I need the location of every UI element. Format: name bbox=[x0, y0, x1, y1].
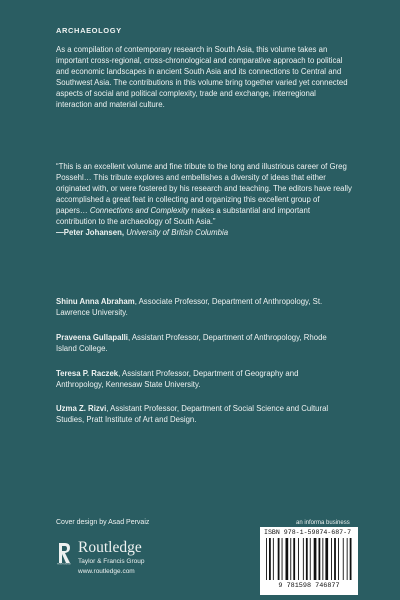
author-affiliation: , Assistant Professor, Department of Geography and Anthropology, Kennesaw State University. bbox=[56, 369, 299, 389]
author-name: Shinu Anna Abraham bbox=[56, 297, 135, 306]
publisher-logo bbox=[56, 541, 206, 591]
author-name: Praveena Gullapalli bbox=[56, 333, 128, 342]
author-affiliation: , Assistant Professor, Department of Social Science and Cultural Studies, Pratt Institute of Art and Design. bbox=[56, 404, 329, 424]
attribution-name: —Peter Johansen, bbox=[56, 228, 125, 237]
quote-book-title: Connections and Complexity bbox=[89, 206, 190, 215]
barcode-caption: an informa business bbox=[296, 520, 350, 526]
book-description: As a compilation of contemporary research in South Asia, this volume takes an important cross-regional, cross-chronological and comparative approach to political and economic landscapes in ancient South Asia and its connections to Central and Southwest Asia. The contributions in this volume bring together varied yet connected aspects of social and political complexity, trade and exchange, interregional interaction and material culture. bbox=[56, 45, 348, 109]
endorsement-quote bbox=[56, 161, 352, 238]
publisher-url: www.routledge.com bbox=[78, 568, 135, 575]
mark-label: ROUTLEDGE bbox=[57, 563, 71, 565]
attribution-affiliation: University of British Columbia bbox=[126, 228, 229, 237]
author-affiliation: , Associate Professor, Department of Anthropology, St. Lawrence University. bbox=[56, 297, 323, 317]
barcode-digits: 9 781598 746877 bbox=[278, 582, 340, 590]
quote-attribution bbox=[56, 227, 352, 238]
category-label: ARCHAEOLOGY bbox=[56, 26, 122, 35]
author-entry bbox=[56, 332, 346, 354]
cover-design-credit: Cover design by Asad Pervaiz bbox=[56, 519, 150, 526]
publisher-group: Taylor & Francis Group bbox=[78, 558, 145, 565]
isbn-label: ISBN 978-1-59874-687-7 bbox=[264, 529, 352, 536]
author-name: Teresa P. Raczek bbox=[56, 369, 119, 378]
barcode-bars bbox=[264, 538, 354, 582]
author-entry bbox=[56, 368, 346, 390]
routledge-mark-icon bbox=[56, 541, 72, 565]
quote-text-part1: “This is an excellent volume and fine tribute to the long and illustrious career of Greg Possehl… This tribute explores and embellishes a diversity of ideas that either originated with, or were fostered by his research and teaching. The editors have really accomplished a great feat in collecting and organizing this excellent group of papers… bbox=[56, 162, 352, 215]
author-entry bbox=[56, 296, 346, 318]
author-name: Uzma Z. Rizvi bbox=[56, 404, 107, 413]
isbn-barcode bbox=[260, 527, 358, 595]
publisher-name: Routledge bbox=[78, 539, 142, 556]
author-entry bbox=[56, 403, 346, 425]
author-affiliation: , Assistant Professor, Department of Anthropology, Rhode Island College. bbox=[56, 333, 327, 353]
quote-text-part2: makes a substantial and important contribution to the archaeology of South Asia.” bbox=[56, 206, 310, 226]
